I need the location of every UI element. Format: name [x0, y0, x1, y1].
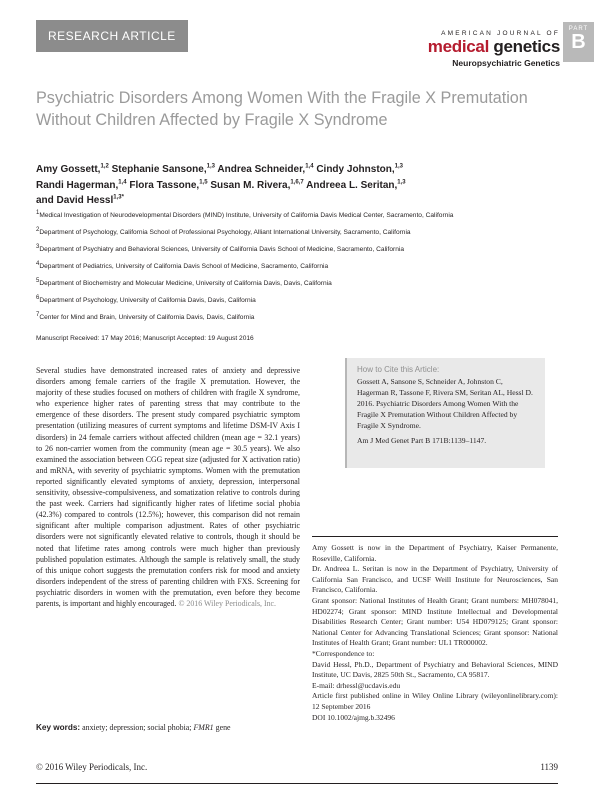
- author: [36, 164, 109, 175]
- part-letter: B: [571, 31, 586, 53]
- manuscript-dates: Manuscript Received: 17 May 2016; Manuscript Accepted: 19 August 2016: [36, 335, 254, 342]
- journal-line1: AMERICAN JOURNAL OF: [441, 30, 560, 37]
- affiliation-text: Center for Mind and Brain, University of California Davis, Davis, California: [39, 314, 255, 321]
- affiliation-number: 4: [36, 260, 40, 267]
- author: [36, 195, 124, 206]
- author: [129, 180, 207, 191]
- abstract-copyright: © 2016 Wiley Periodicals, Inc.: [178, 598, 277, 608]
- affiliation-number: 5: [36, 277, 40, 284]
- footer-copyright: © 2016 Wiley Periodicals, Inc.: [36, 762, 148, 772]
- affiliation-text: Medical Investigation of Neurodevelopmental Disorders (MIND) Institute, University of California Davis Medical Center, Sacramento, California: [39, 212, 454, 219]
- author: [306, 180, 405, 191]
- affiliation-number: 7: [36, 311, 40, 318]
- article-type-banner: [36, 20, 188, 52]
- doi: DOI 10.1002/ajmg.b.32496: [312, 712, 395, 722]
- abstract-text: Several studies have demonstrated increased rates of anxiety and depressive disorders among female carriers of the fragile X premutation. However, the majority of these studies focused on mothers of children with fragile X syndrome, who experience higher rates of parenting stress that may contribute to the emergence of these disorders. The present study compared psychiatric symptom presentation (utilizing measures of current symptoms and lifetime DSM-IV Axis I disorders) in 24 female carriers without affected children (mean age = 32.1 years) to 26 non-carrier women from the community (mean age = 30.5 years). We also examined the association between CGG repeat size (adjusted for X activation ratio) and mRNA, with severity of psychiatric symptoms. Women with the premutation reported significantly elevated symptoms of anxiety, depression, interpersonal sensitivity, obsessive-compulsiveness, and somatization relative to controls during the past week. Carriers had significantly higher rates of lifetime social phobia (42.3%) compared to controls (12.5%); however, this comparison did not remain significant after multiple comparison adjustment. Rates of other psychiatric disorders were not significantly elevated relative to controls, though it should be noted that lifetime rates among controls were much higher than previously published population estimates. Although the sample is relatively small, the study of this unique cohort suggests the premutation confers risk for mood and anxiety disorders independent of the stress of parenting children with FXS. Screening for psychiatric disorders in women with the premutation, even before they become parents, is important and highly encouraged.: [36, 366, 300, 608]
- author-name: Andreea L. Seritan,: [306, 179, 398, 191]
- author-name: Flora Tassone,: [129, 179, 200, 191]
- abstract: [36, 365, 300, 609]
- citation-text: Gossett A, Sansone S, Schneider A, Johnston C, Hagerman R, Tassone F, Rivera SM, Seritan AL, Hessl D. 2016. Psychiatric Disorders Among Women With the Fragile X Premutation Without Children Affected by Fragile X Syndrome.: [357, 377, 533, 430]
- author-name: Stephanie Sansone,: [111, 164, 207, 175]
- affiliation: [36, 244, 556, 255]
- correspondence-label: *Correspondence to:: [312, 648, 375, 658]
- affiliation: [36, 295, 556, 306]
- footnote: Dr. Andreea L. Seritan is now in the Department of Psychiatry, University of California San Francisco, and UCSF Weill Institute for Neurosciences, San Francisco, California.: [312, 564, 558, 595]
- affiliation-number: 1: [36, 209, 40, 216]
- journal-subtitle: Neuropsychiatric Genetics: [452, 58, 560, 68]
- affiliation-list: [36, 210, 556, 329]
- author-name: Randi Hagerman,: [36, 179, 119, 191]
- affiliation: [36, 261, 556, 272]
- affiliation-number: 2: [36, 226, 40, 233]
- affiliation-text: Department of Psychiatry and Behavioral Sciences, University of California Davis School of Medicine, Sacramento, California: [39, 246, 404, 253]
- author-affiliation-mark: 1,6,7: [290, 179, 304, 186]
- citation-box: [345, 358, 545, 468]
- article-type-label: RESEARCH ARTICLE: [48, 29, 176, 43]
- citation-title: How to Cite this Article:: [357, 365, 440, 374]
- journal-name: [428, 38, 560, 55]
- keywords: [36, 723, 306, 732]
- author-list: [36, 162, 556, 209]
- correspondence-address: David Hessl, Ph.D., Department of Psychiatry and Behavioral Sciences, MIND Institute, UC Davis, 2825 50th St., Sacramento, CA 95817.: [312, 659, 558, 680]
- journal-name-suffix: genetics: [493, 37, 560, 56]
- part-label: PART: [568, 26, 589, 32]
- author-affiliation-mark: 1,3: [397, 179, 406, 186]
- part-badge: [563, 22, 594, 62]
- publication-note: Article first published online in Wiley Online Library (wileyonlinelibrary.com): 12 September 2016: [312, 691, 558, 711]
- keywords-gene-symbol: FMR1: [193, 723, 214, 732]
- author-affiliation-mark: 1,3: [394, 163, 404, 170]
- affiliation: [36, 227, 556, 238]
- author: [210, 180, 303, 191]
- author-affiliation-mark: 1,5: [199, 179, 208, 186]
- affiliation-number: 3: [36, 243, 40, 250]
- keywords-list: anxiety; depression; social phobia;: [82, 723, 192, 732]
- author-name: and David Hessl: [36, 195, 114, 206]
- footer-rule: [36, 783, 558, 784]
- page-number: 1139: [540, 762, 558, 772]
- footnote: Grant sponsor: National Institutes of Health Grant; Grant numbers: MH078041, HD02274; Grant sponsor: MIND Institute Intellectual and Developmental Disabilities Research Center; Grant number: U54 HD079125; Grant sponsor: National Center for Advancing Translational Sciences; Grant sponsor: National Institutes of Health Grant; Grant number: UL1 TR000002.: [312, 595, 558, 648]
- author: [316, 164, 403, 175]
- affiliation: [36, 210, 556, 221]
- author-name: Amy Gossett,: [36, 164, 101, 175]
- footnote: Amy Gossett is now in the Department of Psychiatry, Kaiser Permanente, Roseville, California.: [312, 543, 558, 563]
- author-name: Cindy Johnston,: [316, 164, 395, 175]
- affiliation: [36, 278, 556, 289]
- affiliation-text: Department of Biochemistry and Molecular Medicine, University of California Davis, Davis, California: [39, 280, 332, 287]
- author-name: Andrea Schneider,: [217, 164, 306, 175]
- author-affiliation-mark: 1,2: [100, 163, 109, 170]
- affiliation-number: 6: [36, 294, 40, 301]
- journal-header: [428, 30, 560, 69]
- affiliation-text: Department of Psychology, California School of Professional Psychology, Alliant International University, Sacramento, California: [39, 229, 411, 236]
- affiliation-text: Department of Psychology, University of California Davis, Davis, California: [39, 297, 256, 304]
- journal-name-prefix: medical: [427, 37, 494, 56]
- author: [112, 164, 215, 175]
- affiliation: [36, 312, 556, 323]
- author-affiliation-mark: 1,4: [118, 179, 127, 186]
- author-affiliation-mark: 1,3*: [113, 194, 124, 201]
- keywords-tail: gene: [215, 723, 231, 732]
- author-affiliation-mark: 1,3: [206, 163, 215, 170]
- author-name: Susan M. Rivera,: [210, 179, 291, 191]
- affiliation-text: Department of Pediatrics, University of California Davis School of Medicine, Sacramento, California: [39, 263, 329, 270]
- keywords-label: Key words:: [36, 723, 81, 732]
- article-title: Psychiatric Disorders Among Women With the Fragile X Premutation Without Children Affected by Fragile X Syndrome: [36, 89, 528, 129]
- author: [36, 180, 127, 191]
- author-affiliation-mark: 1,4: [305, 163, 314, 170]
- citation-journal: Am J Med Genet Part B 171B:1139–1147.: [357, 436, 487, 445]
- correspondence-email: E-mail: drhessl@ucdavis.edu: [312, 680, 401, 690]
- author: [217, 164, 313, 175]
- footnotes: [312, 536, 558, 723]
